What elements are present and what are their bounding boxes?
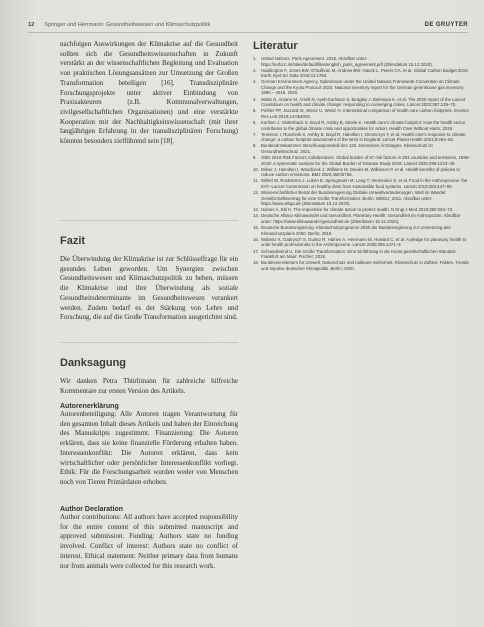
author-declaration-block xyxy=(60,506,238,571)
reference-number: 3. xyxy=(253,79,257,85)
reference-item xyxy=(253,260,471,271)
left-column xyxy=(60,40,238,600)
author-declaration-heading: Author Declaration xyxy=(60,506,124,513)
fazit-paragraph: Die Überwindung der Klimakrise ist zur Schlüsselfrage für ein gesundes Leben geworden. Um Synergien zwischen Gesundheitswesen und Klimaschutzpolitik zu heben, müssen die Klimakrise und ihre Überwindung als soziale Gesundheitsdeterminante im Gesundheitswesen verankert werden. Zudem bedarf es der Stärkung von Lehre und Forschung, die auf die Große Transformation ausgerichtet sind. xyxy=(60,255,238,322)
reference-item xyxy=(253,249,471,260)
reference-text: GBD 2019 Risk Factors Collaborators. Global burden of 87 risk factors in 204 countries and territories, 1990–2019: a systematic analysis for the Global Burden of Disease Study 2019. Lancet 2020;396:1223–49. xyxy=(261,155,471,166)
reference-text: Haines A, Ebi K. The imperative for climate action to protect health. N Engl J Med 2019;380:263–73. xyxy=(261,207,454,213)
reference-number: 13. xyxy=(253,207,260,213)
intro-paragraph: nachfolgen Auswirkungen der Klimakrise auf die Gesundheit sollten sich die Gesundheitswissenschaften in Zukunft verstärkt an der wissenschaftlichen Begleitung und Evaluation von praktischen Lösungsansätzen zur Umsetzung der Großen Transformation beteiligen [16]. Transdisziplinäre Forschungsprojekte unter aktiver Einbindung von Praxisakteuren (z.B. Kommunalverwaltungen, zivilgesellschaftlichen Organisationen) und eine verstärkte Kooperation mit der Nachhaltigkeitswissenschaft (mit ihrer langjährigen Erfahrung in der transdisziplinären Forschung) könnten besonders zielführend sein [18]. xyxy=(60,40,238,146)
running-title: Springer und Herrmann: Gesundheitswesen und Klimaschutzpolitik xyxy=(44,22,211,28)
reference-number: 2. xyxy=(253,67,257,73)
reference-text: Watts N, Amann M, Arnell N, Ayeb-Karlsson S, Beagley J, Belesova K, et al. The 2020 report of the Lancet Countdown on health and climate change: responding to converging crises. Lancet 2020;397:129–70. xyxy=(261,96,466,108)
danksagung-paragraph: Wir danken Petra Thürlimann für zahlreiche hilfreiche Kommentare zur ersten Version des Artikels. xyxy=(60,377,238,395)
reference-text: United Nations. Paris Agreement. 2015. Abrufbar unter: https://unfccc.int/sites/default/files/english_paris_agreement.pdf (Zitierdatum 15.12.2020). xyxy=(261,56,433,67)
reference-item xyxy=(253,132,471,143)
danksagung-heading: Danksagung xyxy=(60,357,127,369)
reference-text: Tennison I, Roschnik S, Ashby B, Boyd R, Hamilton I, Oreszczyn T, et al. Health care's response to climate change: a carbon footprint assessment of the NHS in England. Lancet Planet Health 2021;5:e84–92. xyxy=(261,131,466,143)
reference-number: 15. xyxy=(253,225,260,231)
reference-text: Deutsche Bundesregierung. Klimaschutzprogramm 2030 der Bundesregierung zur Umsetzung des Klimaschutzplans 2050. Berlin; 2019. xyxy=(261,225,451,236)
reference-item xyxy=(253,143,471,154)
literatur-heading: Literatur xyxy=(253,40,298,52)
reference-item xyxy=(253,167,471,178)
reference-item xyxy=(253,56,471,67)
running-header xyxy=(28,18,468,33)
reference-number: 1. xyxy=(253,56,257,61)
reference-number: 5. xyxy=(253,108,257,114)
reference-text: Deutsche Allianz Klimawandel und Gesundheit. Planetary Health: Gesundheit im Anthropozän. Abrufbar unter: https://www.klimawandel-gesundheit.de (Zitierdatum 15.12.2020). xyxy=(261,213,461,225)
reference-number: 17. xyxy=(253,248,260,254)
reference-item xyxy=(253,178,471,189)
reference-item xyxy=(253,190,471,207)
reference-number: 7. xyxy=(253,131,257,137)
reference-text: Willett W, Rockström J, Loken B, Springmann M, Lang T, Vermeulen S, et al. Food in the Anthropocene: the EAT–Lancet Commission on healthy diets from sustainable food systems. Lancet 2019;393:447–92. xyxy=(261,178,468,189)
reference-number: 10. xyxy=(253,166,260,172)
reference-item xyxy=(253,68,471,79)
page-number: 12 xyxy=(28,22,35,28)
reference-item xyxy=(253,237,471,248)
reference-text: Pichler PP, Jaccard IS, Weisz U, Weisz H. International comparison of health care carbon footprints. Environ Res Lett 2019;14:064004. xyxy=(261,108,469,119)
reference-text: Karliner J, Slotterback S, Boyd R, Ashby B, Steele K. Health care's climate footprint: How the health sector contributes to the global climate crisis and opportunities for action. Health Care Without Harm; 2019. xyxy=(261,119,466,131)
reference-item xyxy=(253,97,471,108)
fazit-heading: Fazit xyxy=(60,235,86,247)
reference-text: Wabnitz K, Gabrysch S, Guinto R, Haines A, Herrmann M, Howard C, et al. A pledge for planetary health to unite health professionals in the Anthropocene. Lancet 2020;396:1471–3. xyxy=(261,236,467,248)
section-divider xyxy=(60,342,238,343)
reference-number: 12. xyxy=(253,190,260,196)
reference-item xyxy=(253,155,471,166)
reference-number: 14. xyxy=(253,213,260,219)
publisher-logo: DE GRUYTER xyxy=(424,22,468,28)
reference-item xyxy=(253,213,471,224)
reference-number: 16. xyxy=(253,236,260,242)
reference-text: Wissenschaftlicher Beirat der Bundesregierung Globale Umweltveränderungen. Welt im Wandel: Gesellschaftsvertrag für eine Große Transformation. Berlin: WBGU; 2011. Abrufbar unter: https://www.wbgu.de (Zitierdatum 15.12.2020). xyxy=(261,190,447,207)
right-column xyxy=(253,40,471,272)
reference-item xyxy=(253,207,471,213)
reference-number: 11. xyxy=(253,178,259,184)
reference-number: 6. xyxy=(253,119,257,125)
reference-item xyxy=(253,120,471,131)
author-declaration-paragraph: Author contributions: All authors have accepted responsibility for the entire content of this submitted manuscript and approved submission. Funding: Authors state no funding involved. Conflict of interest: Authors state no conflict of interest. Ethical statement: Neither primary data from humans nor from animals were collected for this research work. xyxy=(60,513,238,570)
reference-text: Bundesärztekammer. Beschlussprotokoll des 125. Deutschen Ärztetages. Klimaschutz ist Gesundheitsschutz. 2021. xyxy=(261,143,433,154)
autorenerklaerung-block xyxy=(60,403,238,488)
reference-number: 9. xyxy=(253,155,257,161)
reference-number: 18. xyxy=(253,260,260,266)
reference-item xyxy=(253,79,471,96)
reference-number: 8. xyxy=(253,143,257,149)
reference-item xyxy=(253,108,471,119)
reference-text: Schneidewind U. Die Große Transformation: Eine Einführung in die Kunst gesellschaftlichen Wandels. Frankfurt am Main: Fischer; 2018. xyxy=(261,248,457,260)
autorenerklaerung-paragraph: Autorenbeteiligung: Alle Autoren tragen Verantwortung für den gesamten Inhalt dieses Artikels und haben der Einreichung des Manuskripts zugestimmt. Finanzierung: Die Autoren erklären, dass sie keine finanzielle Förderung erhalten haben. Interessenkonflikt: Die Autoren erklären, dass kein wirtschaftlicher oder persönlicher Interessenkonflikt vorliegt. Ethik: Für die Forschungsarbeit wurden weder von Menschen noch von Tieren Primärdaten erhoben. xyxy=(60,410,238,486)
reference-item xyxy=(253,225,471,236)
reference-text: Bundesministerium für Umwelt, Naturschutz und nukleare Sicherheit. Klimaschutz in Zahlen: Fakten, Trends und Impulse deutscher Klimapolitik. Berlin; 2020. xyxy=(261,260,469,271)
section-divider xyxy=(60,220,238,221)
reference-number: 4. xyxy=(253,96,257,102)
reference-text: Milner J, Hamilton I, Woodcock J, Williams M, Davies M, Wilkinson P, et al. Health benefits of policies to reduce carbon emissions. BMJ 2020;368:l6758. xyxy=(261,166,460,178)
autorenerklaerung-heading: Autorenerklärung xyxy=(60,403,119,410)
reference-text: German Environment Agency. Submission under the United Nations Framework Convention on Climate Change and the Kyoto Protocol 2020. National inventory report for the German greenhouse gas inventory 1990 – 2018. 2020. xyxy=(261,79,464,96)
reference-text: Haddington F, Jones BW, O'Sullivan M, Andrew BW, Hauck L, Peters CA, et al. Global Carbon Budget 2019. Earth Syst Sci Data 2019;11:1783. xyxy=(261,67,469,79)
reference-list xyxy=(253,56,471,271)
